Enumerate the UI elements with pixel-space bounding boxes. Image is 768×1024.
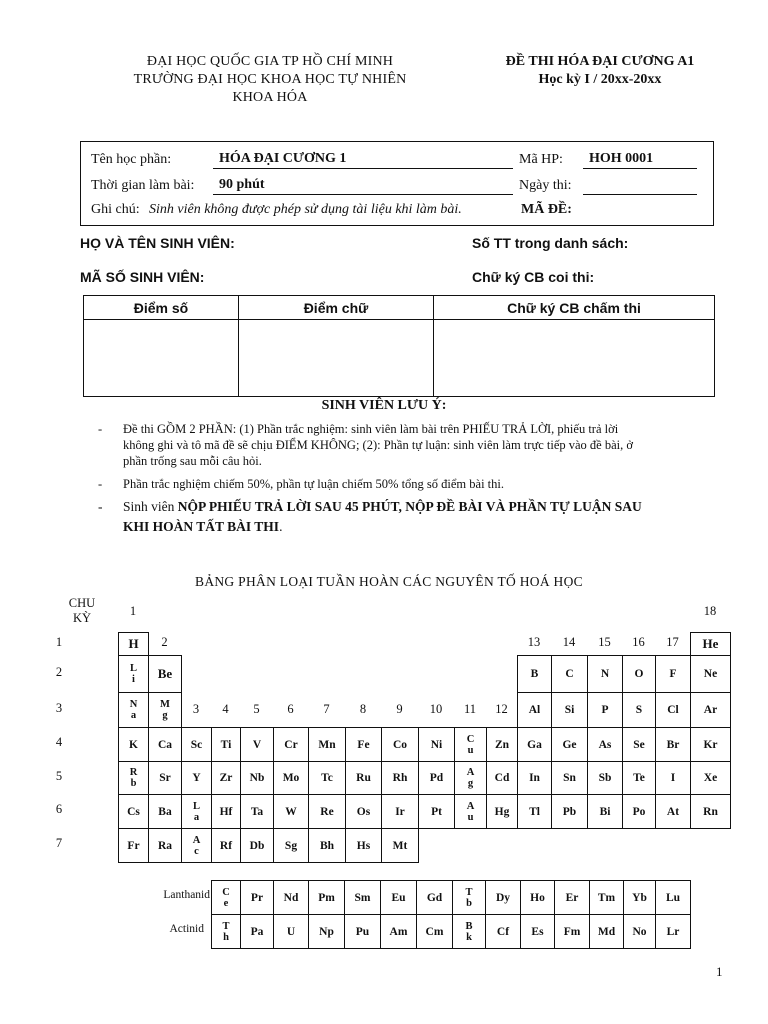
element-cell-li: L i [118, 655, 149, 693]
element-cell-db: Db [240, 828, 274, 863]
actinide-label: Actinid [169, 923, 204, 935]
course-info-box [80, 141, 714, 226]
element-cell-kr: Kr [690, 727, 731, 762]
element-cell-fe: Fe [345, 727, 382, 762]
element-cell-he: He [690, 632, 731, 656]
element-cell-cs: Cs [118, 794, 149, 829]
period-number: 7 [55, 836, 63, 850]
element-cell-bi: Bi [587, 794, 623, 829]
element-cell-tc: Tc [308, 761, 346, 795]
element-cell-ga: Ga [517, 727, 552, 762]
element-cell-sg: Sg [273, 828, 309, 863]
element-cell-re: Re [308, 794, 346, 829]
element-cell-mn: Mn [308, 727, 346, 762]
note-item: - Sinh viên NỘP PHIẾU TRẢ LỜI SAU 45 PHÚT, NỘP ĐỀ BÀI VÀ PHẦN TỰ LUẬN SAU KHI HOÀN TẤT BÀI THI. [98, 499, 642, 534]
note-emphasis: KHI HOÀN TẤT BÀI THI [123, 519, 280, 534]
fblock-cell-tm: Tm [589, 880, 624, 915]
group-number: 13 [527, 635, 541, 649]
student-name-label: HỌ VÀ TÊN SINH VIÊN: [80, 235, 235, 251]
element-cell-se: Se [622, 727, 656, 762]
note-item: - Phần trắc nghiệm chiếm 50%, phần tự luận chiếm 50% tổng số điểm bài thi. [98, 476, 728, 494]
course-code-label: Mã HP: [519, 152, 563, 167]
element-cell-h: H [118, 632, 149, 656]
score-number-cell [84, 320, 239, 397]
period-number: 4 [55, 735, 63, 749]
fblock-cell-th: T h [211, 914, 241, 949]
group-number: 4 [222, 702, 229, 716]
element-cell-au: A u [454, 794, 487, 829]
fblock-cell-pu: Pu [344, 914, 381, 949]
group-number: 11 [463, 702, 477, 716]
fblock-cell-er: Er [554, 880, 590, 915]
fblock-cell-gd: Gd [416, 880, 453, 915]
element-cell-sb: Sb [587, 761, 623, 795]
fblock-cell-eu: Eu [380, 880, 417, 915]
element-cell-co: Co [381, 727, 419, 762]
element-cell-te: Te [622, 761, 656, 795]
fblock-cell-pa: Pa [240, 914, 274, 949]
element-cell-rn: Rn [690, 794, 731, 829]
group-number: 5 [253, 702, 260, 716]
element-cell-ar: Ar [690, 692, 731, 728]
element-cell-hg: Hg [486, 794, 518, 829]
element-cell-fr: Fr [118, 828, 149, 863]
score-words-cell [239, 320, 434, 397]
element-cell-sn: Sn [551, 761, 588, 795]
element-cell-n: N [587, 655, 623, 693]
element-cell-w: W [273, 794, 309, 829]
grader-signature-cell [434, 320, 715, 397]
grader-signature-header: Chữ ký CB chấm thi [434, 296, 715, 320]
element-cell-k: K [118, 727, 149, 762]
element-cell-sc: Sc [181, 727, 212, 762]
note-item: - Đề thi GỒM 2 PHẦN: (1) Phần trắc nghiệm: sinh viên làm bài trên PHIẾU TRẢ LỜI, phiếu trả lời không ghi và tô mã đề sẽ chịu ĐIỂM KHÔNG; (2): Phần tự luận: sinh viên làm trực tiếp vào đề bài, ở phần trống sau mỗi câu hỏi. [98, 421, 728, 471]
fblock-cell-sm: Sm [344, 880, 381, 915]
group-number: 12 [495, 702, 508, 716]
element-cell-ag: A g [454, 761, 487, 795]
fblock-cell-u: U [273, 914, 309, 949]
course-code-field: HOH 0001 [583, 151, 697, 169]
element-cell-p: P [587, 692, 623, 728]
group-number: 17 [666, 635, 679, 649]
page-number: 1 [716, 964, 723, 979]
element-cell-ta: Ta [240, 794, 274, 829]
element-cell-tl: Tl [517, 794, 552, 829]
element-cell-la: L a [181, 794, 212, 829]
period-number: 2 [55, 664, 63, 679]
fblock-cell-np: Np [308, 914, 345, 949]
university-line: TRƯỜNG ĐẠI HỌC KHOA HỌC TỰ NHIÊN [133, 72, 407, 87]
element-cell-ca: Ca [148, 727, 182, 762]
group-number: 15 [598, 635, 611, 649]
fblock-cell-nd: Nd [273, 880, 309, 915]
note-line: không ghi và tô mã đề sẽ chịu ĐIỂM KHÔNG; (2): Phần tự luận: sinh viên làm trực tiếp vào đề bài, ở [123, 438, 633, 452]
element-cell-ni: Ni [418, 727, 455, 762]
fblock-cell-yb: Yb [623, 880, 656, 915]
element-cell-ac: A c [181, 828, 212, 863]
fblock-cell-bk: B k [452, 914, 486, 949]
element-cell-c: C [551, 655, 588, 693]
element-cell-al: Al [517, 692, 552, 728]
group-number: 18 [703, 604, 717, 618]
element-cell-cr: Cr [273, 727, 309, 762]
duration-field: 90 phút [213, 177, 513, 195]
element-cell-ru: Ru [345, 761, 382, 795]
group-number: 2 [161, 635, 168, 649]
fblock-cell-fm: Fm [554, 914, 590, 949]
fblock-cell-tb: T b [452, 880, 486, 915]
group-number: 9 [396, 702, 403, 716]
fblock-cell-cm: Cm [416, 914, 453, 949]
element-cell-mo: Mo [273, 761, 309, 795]
fblock-cell-pr: Pr [240, 880, 274, 915]
element-cell-as: As [587, 727, 623, 762]
period-number: 6 [55, 802, 63, 816]
university-line: KHOA HÓA [232, 90, 308, 105]
note-line: Phần trắc nghiệm chiếm 50%, phần tự luận chiếm 50% tổng số điểm bài thi. [123, 477, 504, 491]
exam-header [470, 53, 730, 89]
element-cell-os: Os [345, 794, 382, 829]
element-cell-na: N a [118, 692, 149, 728]
element-cell-ra: Ra [148, 828, 182, 863]
university-line: ĐẠI HỌC QUỐC GIA TP HỒ CHÍ MINH [146, 54, 394, 69]
element-cell-rh: Rh [381, 761, 419, 795]
group-number: 16 [632, 635, 645, 649]
group-number: 8 [359, 702, 367, 716]
element-cell-bh: Bh [308, 828, 346, 863]
score-number-header: Điểm số [84, 296, 239, 320]
element-cell-zn: Zn [486, 727, 518, 762]
element-cell-o: O [622, 655, 656, 693]
fblock-cell-pm: Pm [308, 880, 345, 915]
note-text: . [279, 519, 283, 534]
group-number: 3 [192, 702, 200, 716]
fblock-cell-lr: Lr [655, 914, 691, 949]
element-cell-zr: Zr [211, 761, 241, 795]
score-words-header: Điểm chữ [239, 296, 434, 320]
group-number: 10 [429, 702, 443, 716]
element-cell-ne: Ne [690, 655, 731, 693]
element-cell-rb: R b [118, 761, 149, 795]
element-cell-nb: Nb [240, 761, 274, 795]
element-cell-b: B [517, 655, 552, 693]
element-cell-ti: Ti [211, 727, 241, 762]
duration-label: Thời gian làm bài: [91, 178, 195, 193]
element-cell-f: F [655, 655, 691, 693]
group-number: 14 [562, 635, 576, 649]
fblock-cell-es: Es [520, 914, 555, 949]
notes-title: SINH VIÊN LƯU Ý: [321, 398, 447, 413]
period-axis-label: CHU KỲ [68, 596, 96, 625]
element-cell-pd: Pd [418, 761, 455, 795]
period-number: 5 [55, 768, 63, 783]
student-id-label: MÃ SỐ SINH VIÊN: [80, 269, 205, 285]
proctor-signature-label: Chữ ký CB coi thi: [472, 269, 595, 285]
element-cell-ir: Ir [381, 794, 419, 829]
element-cell-br: Br [655, 727, 691, 762]
fblock-cell-ho: Ho [520, 880, 555, 915]
exam-semester: Học kỳ I / 20xx-20xx [538, 72, 662, 87]
element-cell-pt: Pt [418, 794, 455, 829]
element-cell-ba: Ba [148, 794, 182, 829]
element-cell-i: I [655, 761, 691, 795]
note-emphasis: NỘP PHIẾU TRẢ LỜI SAU 45 PHÚT, NỘP ĐỀ BÀI VÀ PHẦN TỰ LUẬN SAU [177, 499, 642, 514]
note-line: Đề thi GỒM 2 PHẦN: (1) Phần trắc nghiệm: sinh viên làm bài trên PHIẾU TRẢ LỜI, phiếu trả lời [123, 422, 619, 436]
element-cell-y: Y [181, 761, 212, 795]
exam-version-label: MÃ ĐỀ: [521, 202, 572, 217]
element-cell-cl: Cl [655, 692, 691, 728]
element-cell-rf: Rf [211, 828, 241, 863]
group-number: 1 [129, 604, 137, 618]
fblock-cell-ce: C e [211, 880, 241, 915]
element-cell-at: At [655, 794, 691, 829]
fblock-cell-am: Am [380, 914, 417, 949]
element-cell-si: Si [551, 692, 588, 728]
element-cell-be: Be [148, 655, 182, 693]
element-cell-po: Po [622, 794, 656, 829]
element-cell-sr: Sr [148, 761, 182, 795]
group-number: 6 [287, 702, 294, 716]
score-table [83, 295, 715, 397]
element-cell-mt: Mt [381, 828, 419, 863]
element-cell-mg: M g [148, 692, 182, 728]
element-cell-xe: Xe [690, 761, 731, 795]
element-cell-cu: C u [454, 727, 487, 762]
element-cell-ge: Ge [551, 727, 588, 762]
note-text: Sinh viên [123, 499, 178, 514]
fblock-cell-cf: Cf [485, 914, 521, 949]
fblock-cell-dy: Dy [485, 880, 521, 915]
course-label: Tên học phần: [91, 152, 172, 167]
periodic-table-title: BẢNG PHÂN LOẠI TUẦN HOÀN CÁC NGUYÊN TỐ HOÁ HỌC [195, 574, 583, 589]
element-cell-in: In [517, 761, 552, 795]
period-number: 3 [55, 700, 63, 715]
exam-date-field [583, 177, 697, 195]
fblock-cell-no: No [623, 914, 656, 949]
exam-date-label: Ngày thi: [519, 178, 572, 193]
element-cell-hf: Hf [211, 794, 241, 829]
exam-title: ĐỀ THI HÓA ĐẠI CƯƠNG A1 [505, 54, 695, 69]
note-line: phần trống sau mỗi câu hỏi. [123, 454, 262, 468]
course-name-field: HÓA ĐẠI CƯƠNG 1 [213, 151, 513, 169]
element-cell-s: S [622, 692, 656, 728]
lanthanide-label: Lanthanid [163, 889, 210, 901]
element-cell-v: V [240, 727, 274, 762]
element-cell-cd: Cd [486, 761, 518, 795]
university-header [100, 53, 440, 107]
fblock-cell-md: Md [589, 914, 624, 949]
period-number: 1 [55, 634, 63, 649]
fblock-cell-lu: Lu [655, 880, 691, 915]
note-text: Sinh viên không được phép sử dụng tài liệu khi làm bài. [149, 202, 462, 217]
list-order-label: Số TT trong danh sách: [472, 235, 629, 251]
element-cell-pb: Pb [551, 794, 588, 829]
note-label: Ghi chú: [91, 202, 140, 217]
group-number: 7 [323, 702, 330, 716]
element-cell-hs: Hs [345, 828, 382, 863]
